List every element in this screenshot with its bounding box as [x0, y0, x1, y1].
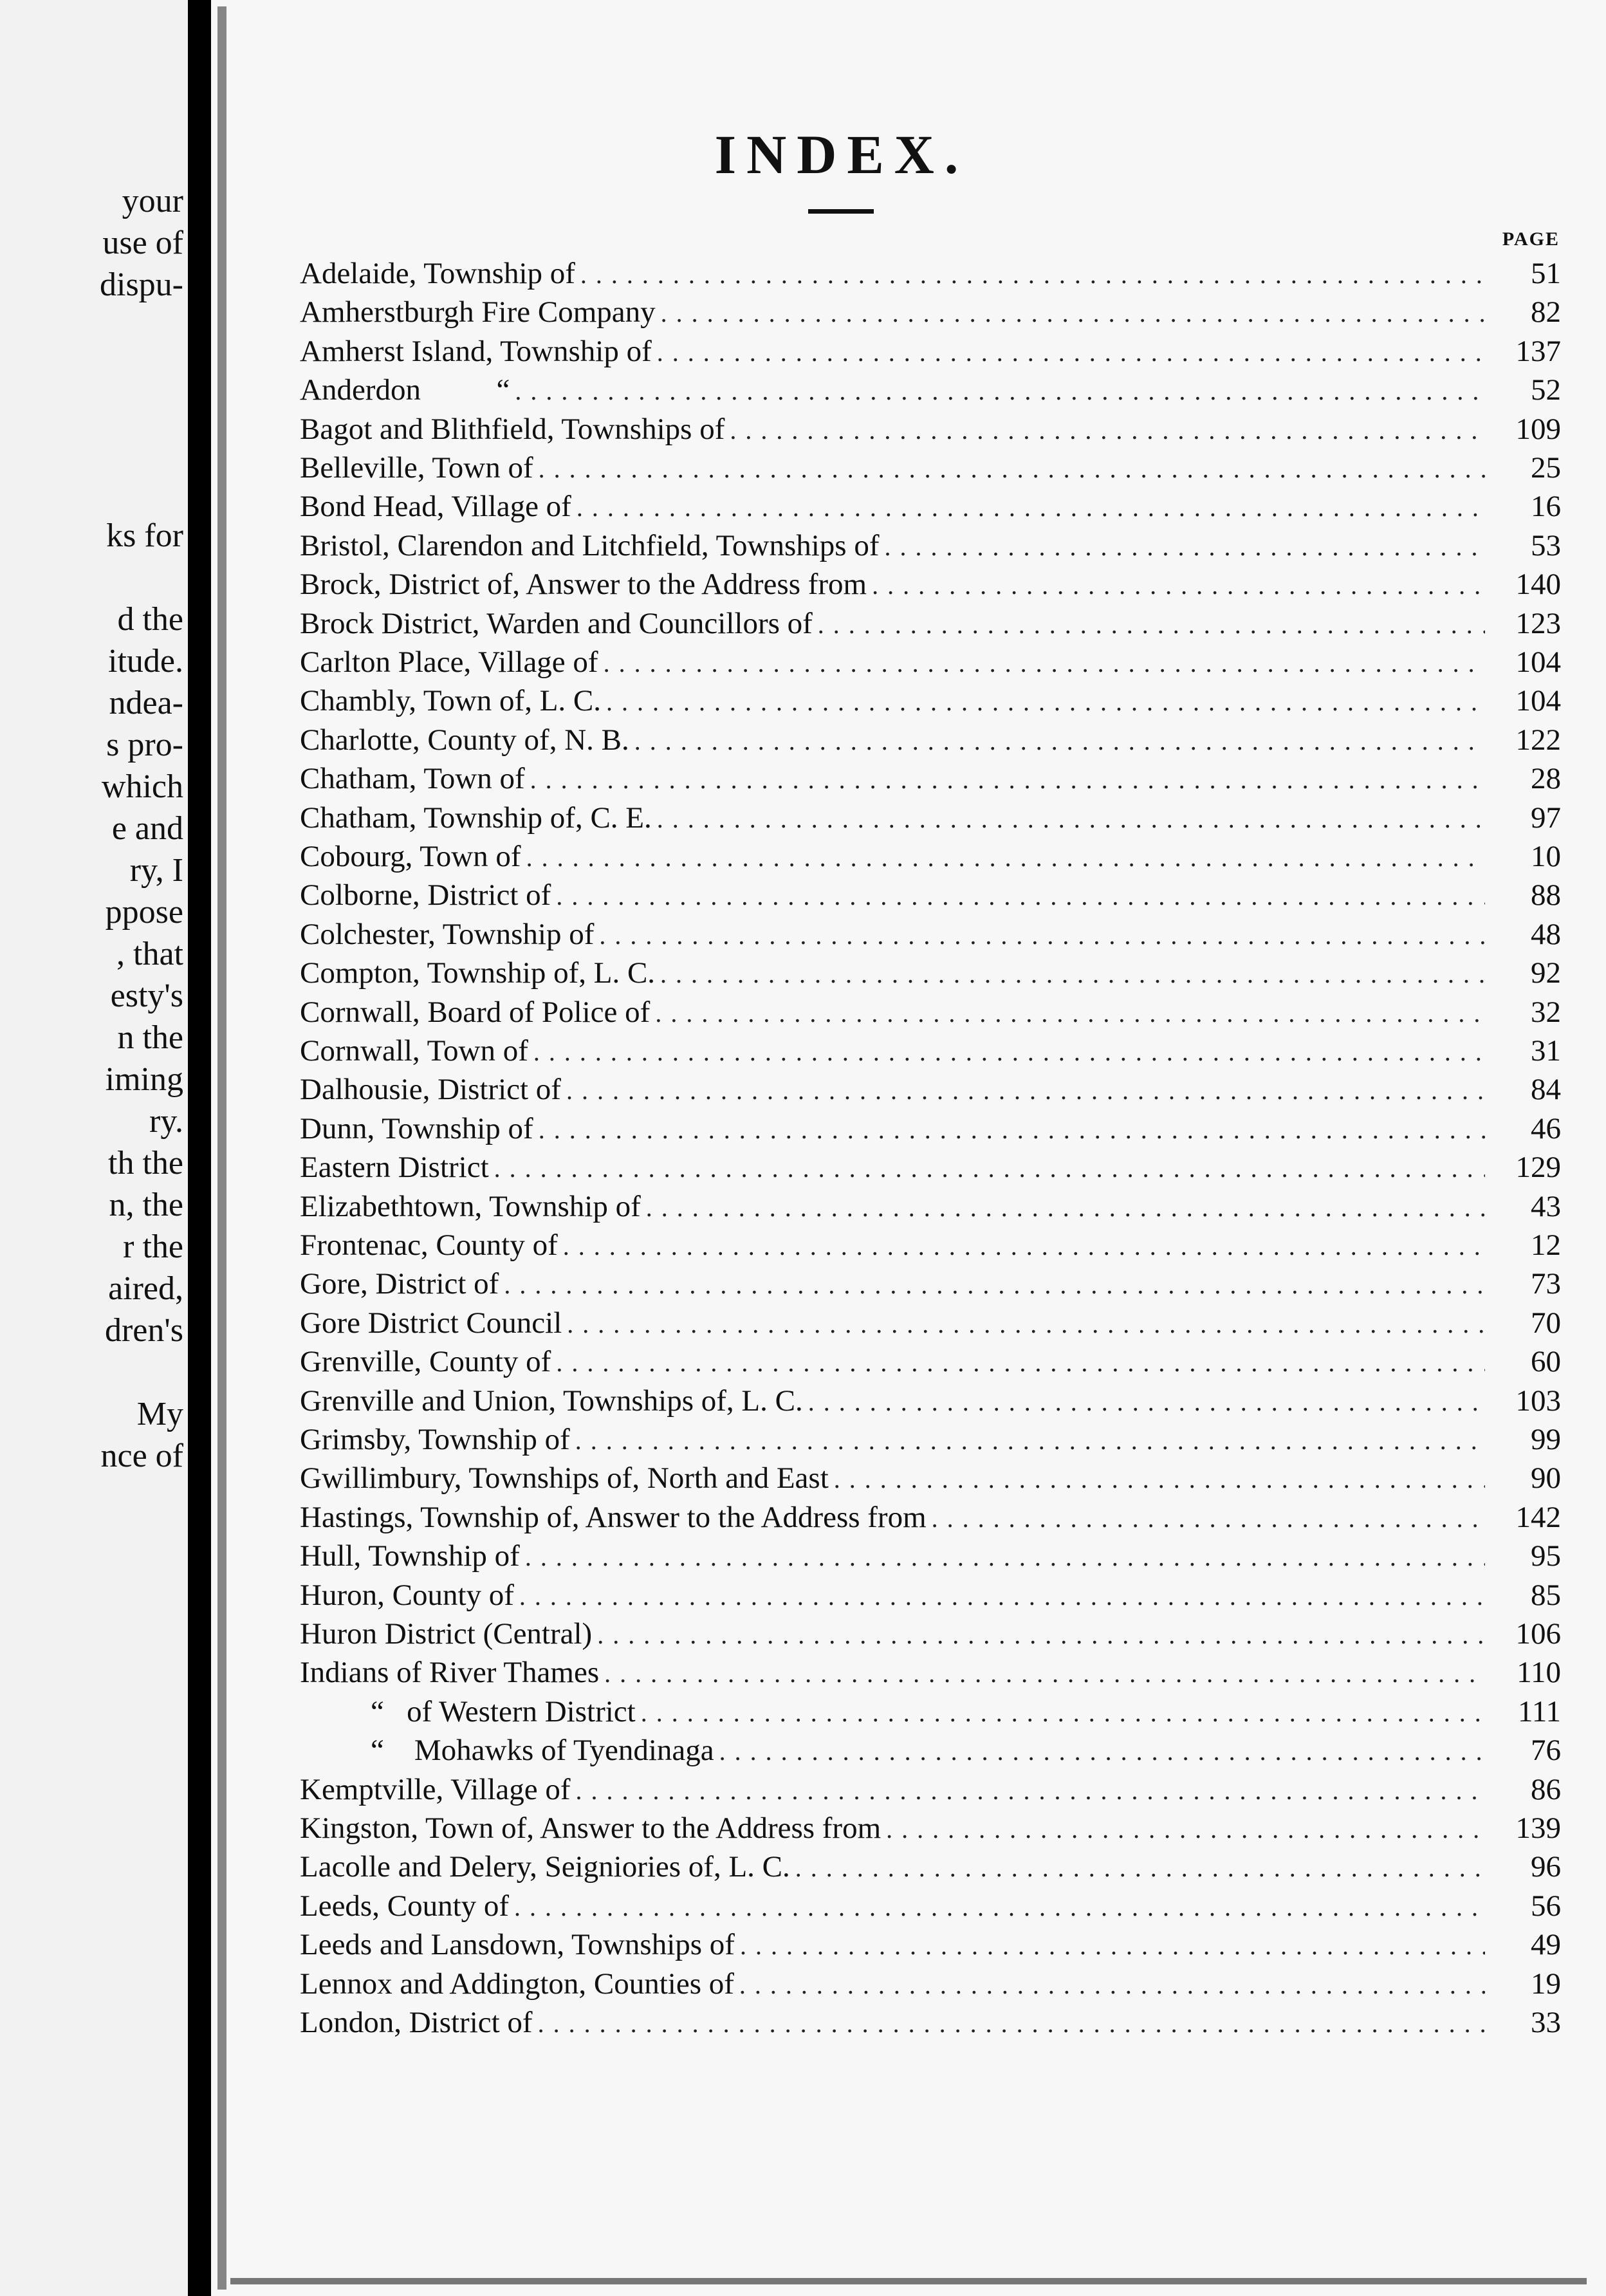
dot-leader [567, 1305, 1485, 1344]
entry-page-number: 140 [1515, 568, 1561, 602]
index-entry [300, 1847, 1561, 1886]
index-entry [300, 876, 1561, 914]
dot-leader [719, 1732, 1485, 1771]
left-page-line: aired, [108, 1270, 183, 1307]
entry-name: Leeds, County of [300, 1889, 510, 1923]
entry-name: Amherst Island, Township of [300, 334, 652, 368]
index-entry [300, 721, 1561, 759]
dot-leader [599, 916, 1485, 955]
entry-page-number: 84 [1531, 1073, 1561, 1107]
dot-leader [655, 994, 1485, 1033]
left-page-line: esty's [110, 977, 183, 1014]
index-entry [300, 1459, 1561, 1497]
entry-name: Belleville, Town of [300, 451, 533, 485]
entry-name: Compton, Township of, L. C. [300, 956, 656, 990]
dot-leader [494, 1149, 1485, 1188]
entry-name: Chatham, Town of [300, 762, 525, 796]
entry-page-number: 31 [1531, 1034, 1561, 1068]
index-entry [300, 371, 1561, 409]
entry-name: Kemptville, Village of [300, 1772, 571, 1806]
index-entry [300, 1692, 1561, 1731]
dot-leader [538, 2004, 1485, 2043]
dot-leader [563, 1227, 1485, 1266]
left-page-line: ry, I [129, 852, 183, 889]
index-entry [300, 449, 1561, 487]
dot-leader [657, 800, 1485, 838]
dot-leader [795, 1849, 1485, 1887]
entry-name: Kingston, Town of, Answer to the Address from [300, 1811, 881, 1845]
entry-page-number: 99 [1531, 1423, 1561, 1456]
entry-page-number: 28 [1531, 762, 1561, 796]
left-page-line: s pro- [106, 727, 183, 763]
dot-leader [575, 1421, 1485, 1460]
index-entry [300, 915, 1561, 954]
entry-name: Bagot and Blithfield, Townships of [300, 412, 725, 446]
entry-name: Gwillimbury, Townships of, North and East [300, 1461, 829, 1495]
left-page-line: which [101, 768, 183, 805]
dot-leader [556, 877, 1485, 916]
left-page-line: My [136, 1396, 183, 1432]
index-entry [300, 1653, 1561, 1692]
dot-leader [556, 1344, 1485, 1382]
entry-page-number: 86 [1531, 1772, 1561, 1806]
index-entry [300, 1925, 1561, 1964]
left-page-line: ndea- [109, 685, 183, 721]
dot-leader [661, 294, 1485, 333]
entry-name: Indians of River Thames [300, 1656, 600, 1690]
left-page-line: ppose [105, 894, 183, 930]
index-entry [300, 1342, 1561, 1381]
left-page-line: e and [111, 810, 183, 847]
entry-page-number: 51 [1531, 257, 1561, 290]
entry-name: “ Mohawks of Tyendinaga [371, 1734, 714, 1768]
entry-name: Hastings, Township of, Answer to the Address from [300, 1500, 927, 1534]
entry-page-number: 49 [1531, 1928, 1561, 1962]
left-page-line: n, the [109, 1187, 183, 1223]
entry-page-number: 60 [1531, 1345, 1561, 1379]
page-gutter [188, 0, 211, 2296]
entry-page-number: 142 [1515, 1500, 1561, 1534]
left-page-line: your [122, 183, 183, 219]
entry-name: Gore, District of [300, 1267, 499, 1301]
index-entry [300, 1770, 1561, 1809]
page-bottom-shadow [230, 2278, 1587, 2284]
dot-leader [646, 1189, 1485, 1227]
index-entry [300, 1615, 1561, 1653]
entry-page-number: 76 [1531, 1734, 1561, 1768]
entry-page-number: 46 [1531, 1111, 1561, 1145]
dot-leader [580, 255, 1485, 294]
dot-leader [604, 644, 1485, 683]
index-entry [300, 1148, 1561, 1187]
entry-name: Colborne, District of [300, 878, 551, 912]
index-entry [300, 1731, 1561, 1770]
entry-page-number: 16 [1531, 490, 1561, 524]
dot-leader [740, 1927, 1485, 1965]
left-page-line: th the [108, 1145, 183, 1181]
left-page-line: nce of [100, 1438, 183, 1474]
index-entry [300, 1304, 1561, 1342]
entry-page-number: 139 [1515, 1811, 1561, 1845]
index-entry [300, 1498, 1561, 1537]
entry-name: Amherstburgh Fire Company [300, 295, 656, 329]
entry-page-number: 104 [1515, 645, 1561, 679]
index-entry [300, 1070, 1561, 1109]
entry-page-number: 110 [1517, 1656, 1561, 1690]
entry-name: Colchester, Township of [300, 917, 595, 951]
dot-leader [533, 1033, 1485, 1071]
entry-page-number: 92 [1531, 956, 1561, 990]
index-entry [300, 410, 1561, 449]
entry-page-number: 90 [1531, 1461, 1561, 1495]
dot-leader [657, 333, 1485, 372]
dot-leader [604, 1654, 1485, 1693]
entry-page-number: 53 [1531, 528, 1561, 562]
entry-page-number: 43 [1531, 1189, 1561, 1223]
page-edge-shadow [217, 6, 226, 2290]
entry-name: Adelaide, Township of [300, 257, 575, 290]
index-entry [300, 1187, 1561, 1226]
entry-name: Huron District (Central) [300, 1617, 593, 1651]
entry-name: Cornwall, Town of [300, 1034, 528, 1068]
dot-leader [641, 1694, 1485, 1732]
entry-page-number: 111 [1517, 1694, 1561, 1728]
index-page [211, 0, 1606, 2296]
left-page-line: r the [123, 1228, 183, 1265]
entry-name: Bond Head, Village of [300, 490, 571, 524]
entry-name: Lacolle and Delery, Seigniories of, L. C. [300, 1850, 790, 1884]
entry-page-number: 19 [1531, 1967, 1561, 2001]
dot-leader [932, 1499, 1485, 1538]
index-entry [300, 1382, 1561, 1420]
dot-leader [834, 1460, 1485, 1499]
entry-page-number: 52 [1531, 373, 1561, 407]
entry-name: Brock District, Warden and Councillors of [300, 606, 813, 640]
left-page-line: , that [116, 936, 183, 972]
entry-name: Frontenac, County of [300, 1228, 558, 1262]
entry-page-number: 96 [1531, 1850, 1561, 1884]
index-entry [300, 1809, 1561, 1847]
entry-page-number: 104 [1515, 684, 1561, 718]
entry-page-number: 32 [1531, 995, 1561, 1029]
entry-page-number: 70 [1531, 1306, 1561, 1340]
entry-name: Chambly, Town of, L. C. [300, 684, 602, 718]
dot-leader [739, 1966, 1485, 2004]
entry-name: Carlton Place, Village of [300, 645, 598, 679]
entry-page-number: 137 [1515, 334, 1561, 368]
index-entry [300, 526, 1561, 565]
entry-name: Grimsby, Township of [300, 1423, 570, 1456]
entry-name: Grenville, County of [300, 1345, 551, 1379]
left-page-line: dispu- [100, 266, 183, 303]
title-rule [808, 209, 874, 214]
index-entry [300, 2003, 1561, 2042]
entry-page-number: 109 [1515, 412, 1561, 446]
left-page-line: n the [117, 1019, 183, 1056]
dot-leader [576, 1772, 1485, 1810]
index-entry [300, 1576, 1561, 1615]
left-page-line: dren's [104, 1312, 183, 1349]
index-entry [300, 799, 1561, 837]
index-entry [300, 759, 1561, 798]
dot-leader [539, 450, 1485, 488]
index-entry [300, 1965, 1561, 2003]
entry-name: Huron, County of [300, 1578, 514, 1612]
dot-leader [577, 488, 1485, 527]
index-entry [300, 1109, 1561, 1148]
index-entry [300, 1420, 1561, 1459]
index-entry [300, 643, 1561, 681]
left-page-line: iming [105, 1061, 183, 1098]
dot-leader [504, 1266, 1485, 1304]
left-page-line: ks for [106, 517, 183, 554]
index-entry [300, 604, 1561, 643]
entry-page-number: 103 [1515, 1384, 1561, 1418]
index-entry [300, 954, 1561, 992]
entry-name: Grenville and Union, Townships of, L. C. [300, 1384, 803, 1418]
dot-leader [519, 1577, 1485, 1616]
entry-name: “ of Western District [371, 1694, 636, 1728]
entry-page-number: 95 [1531, 1539, 1561, 1573]
dot-leader [566, 1071, 1485, 1110]
dot-leader [808, 1383, 1485, 1421]
index-entry [300, 1264, 1561, 1303]
dot-leader [730, 411, 1485, 450]
entry-page-number: 122 [1515, 723, 1561, 757]
entry-page-number: 82 [1531, 295, 1561, 329]
dot-leader [634, 722, 1485, 761]
entry-name: Lennox and Addington, Counties of [300, 1967, 734, 2001]
index-entry [300, 1887, 1561, 1925]
entry-page-number: 12 [1531, 1228, 1561, 1262]
index-entry [300, 332, 1561, 371]
entry-page-number: 10 [1531, 840, 1561, 873]
index-entry [300, 254, 1561, 293]
page-column-label: PAGE [1502, 228, 1560, 250]
left-page-line: d the [117, 601, 183, 638]
dot-leader [660, 955, 1485, 994]
entry-name: Cornwall, Board of Police of [300, 995, 651, 1029]
entry-page-number: 33 [1531, 2006, 1561, 2039]
dot-leader [526, 838, 1485, 877]
entry-name: Gore District Council [300, 1306, 562, 1340]
index-entry [300, 993, 1561, 1032]
entry-name: Cobourg, Town of [300, 840, 521, 873]
entry-name: Anderdon “ [300, 373, 510, 407]
index-entry [300, 837, 1561, 876]
dot-leader [525, 1538, 1485, 1577]
entry-name: Bristol, Clarendon and Litchfield, Townships of [300, 528, 880, 562]
entry-name: Chatham, Township of, C. E. [300, 801, 652, 835]
entry-name: Elizabethtown, Township of [300, 1189, 641, 1223]
left-page-line: use of [102, 225, 183, 261]
left-page-line: ry. [149, 1103, 183, 1140]
dot-leader [514, 1888, 1485, 1927]
entry-name: Eastern District [300, 1151, 489, 1185]
entry-page-number: 97 [1531, 801, 1561, 835]
dot-leader [539, 1111, 1485, 1149]
entry-page-number: 56 [1531, 1889, 1561, 1923]
dot-leader [872, 566, 1485, 605]
entry-name: Leeds and Lansdown, Townships of [300, 1928, 735, 1962]
entry-page-number: 106 [1515, 1617, 1561, 1651]
dot-leader [597, 1616, 1485, 1654]
entry-name: Hull, Township of [300, 1539, 520, 1573]
index-entry [300, 293, 1561, 331]
dot-leader [818, 606, 1485, 644]
entry-page-number: 129 [1515, 1151, 1561, 1185]
index-entry [300, 1537, 1561, 1575]
index-entry [300, 565, 1561, 604]
dot-leader [886, 1810, 1485, 1849]
entry-page-number: 88 [1531, 878, 1561, 912]
dot-leader [515, 372, 1485, 411]
dot-leader [884, 528, 1485, 566]
left-facing-page [0, 0, 188, 2296]
index-entry [300, 1226, 1561, 1264]
entry-page-number: 48 [1531, 917, 1561, 951]
entry-name: Charlotte, County of, N. B. [300, 723, 629, 757]
index-entry [300, 681, 1561, 720]
index-entry [300, 487, 1561, 526]
entry-name: Dalhousie, District of [300, 1073, 561, 1107]
entry-name: Brock, District of, Answer to the Address from [300, 568, 867, 602]
entry-page-number: 123 [1515, 606, 1561, 640]
entry-page-number: 73 [1531, 1267, 1561, 1301]
entry-page-number: 25 [1531, 451, 1561, 485]
dot-leader [606, 683, 1485, 721]
entry-page-number: 85 [1531, 1578, 1561, 1612]
dot-leader [530, 761, 1485, 799]
entry-name: London, District of [300, 2006, 533, 2039]
entry-name: Dunn, Township of [300, 1111, 533, 1145]
page-title: INDEX. [714, 124, 969, 185]
left-page-line: itude. [108, 643, 183, 680]
index-entry [300, 1032, 1561, 1070]
